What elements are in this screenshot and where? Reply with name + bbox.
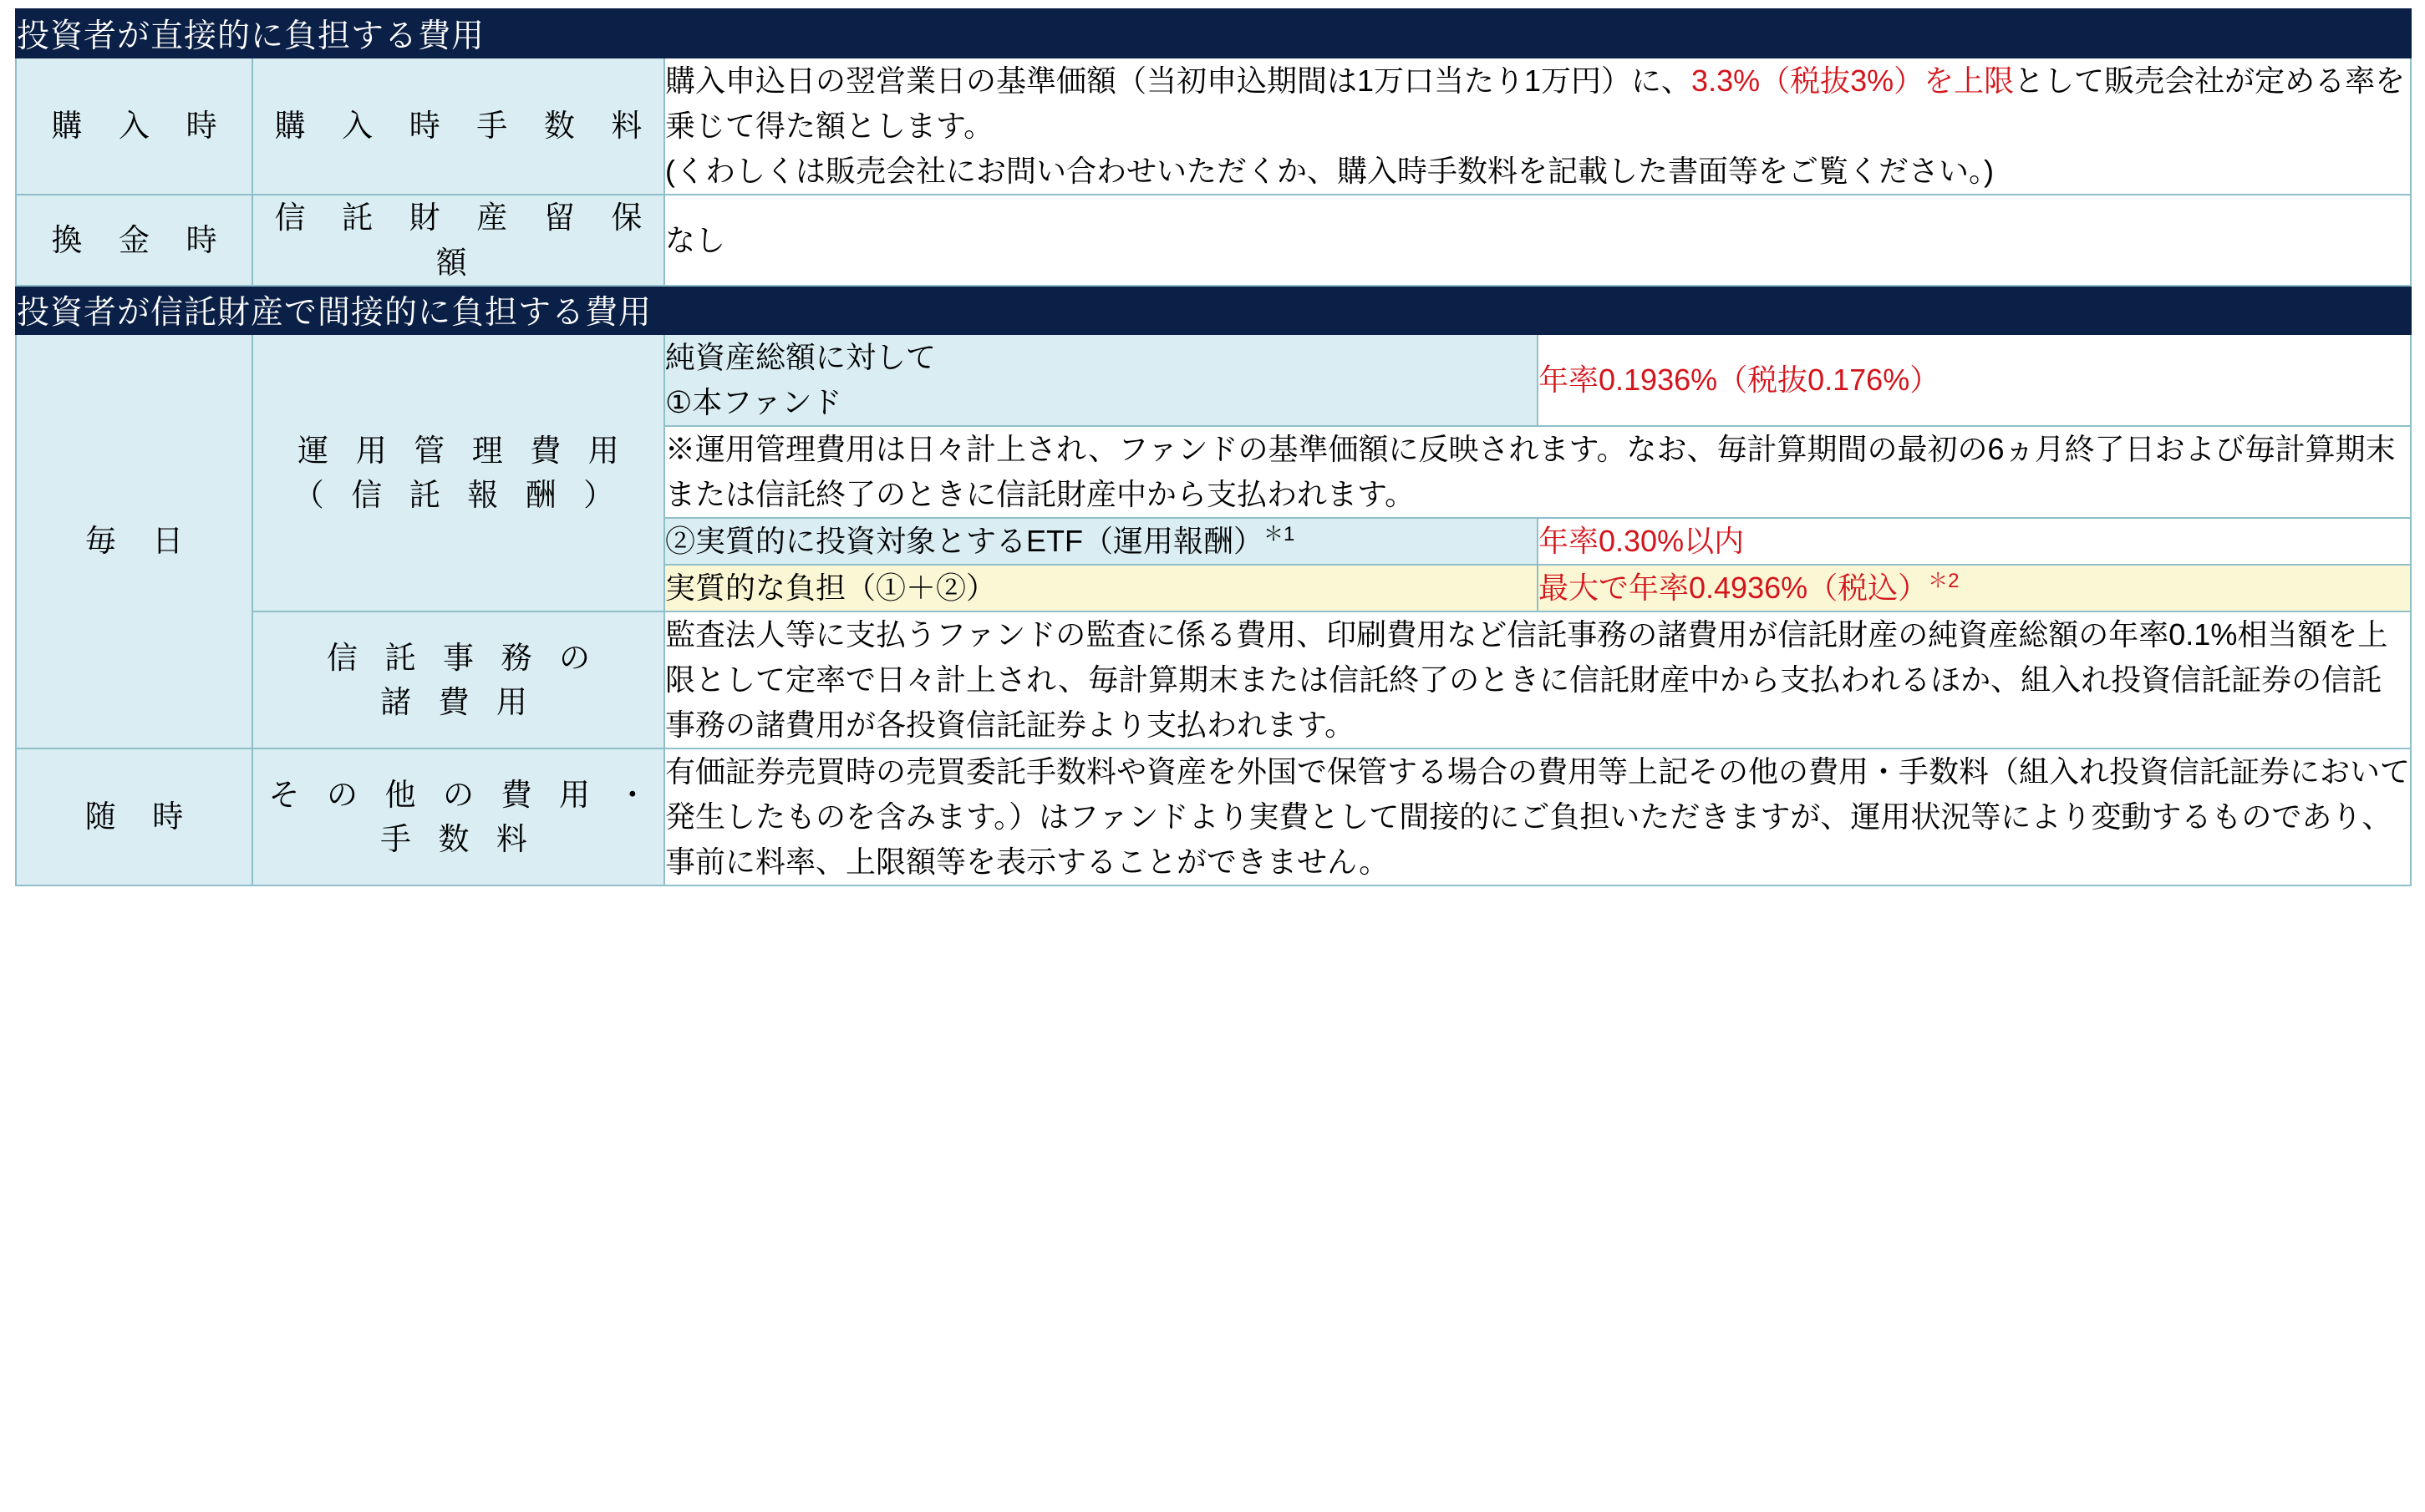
management-fee-label-line1: 運 用 管 理 費 用 — [297, 433, 628, 468]
total-row-label: 実質的な負担（①＋②） — [665, 565, 1538, 611]
table-row-management-fee — [16, 334, 2411, 611]
purchase-fee-desc-post: として販売会社が定める率を乗じて得た額とします。 — [665, 63, 2406, 143]
subrow-etf — [665, 518, 2410, 565]
fee-table — [15, 8, 2412, 886]
subrow-note — [665, 426, 2410, 518]
item-label-purchase-fee: 購 入 時 手 数 料 — [252, 58, 664, 195]
banner-row-direct — [16, 9, 2411, 58]
fund-row-label-line2: ①本ファンド — [665, 385, 842, 420]
table-row-trust-admin — [16, 611, 2411, 748]
table-row-other-fees — [16, 748, 2411, 885]
banner-direct-text: 投資者が直接的に負担する費用 — [16, 9, 2411, 58]
item-label-management-fee — [252, 334, 664, 611]
etf-row-label — [665, 518, 1538, 565]
item-label-trust-admin — [252, 611, 664, 748]
management-fee-detail-group — [664, 334, 2411, 611]
other-fee-label-line1: そ の 他 の 費 用 ・ — [268, 777, 658, 812]
purchase-fee-desc-pre: 購入申込日の翌営業日の基準価額（当初申込期間は1万口当たり1万円）に、 — [665, 63, 1692, 98]
fund-row-label-line1: 純資産総額に対して — [665, 340, 937, 375]
subrow-fund — [665, 335, 2410, 426]
other-fees-description: 有価証券売買時の売買委託手数料や資産を外国で保管する場合の費用等上記その他の費用・手数料（組入れ投資信託証券において発生したものを含みます。）はファンドより実費として間接的にご負担いただきますが、運用状況等により変動するものであり、事前に料率、上限額等を表示することができません。 — [664, 748, 2411, 885]
table-row-purchase-fee — [16, 58, 2411, 195]
other-fee-label-line2: 手 数 料 — [379, 822, 537, 857]
fund-row-label — [665, 335, 1538, 426]
etf-row-label-text: ②実質的に投資対象とするETF（運用報酬） — [665, 524, 1263, 559]
subrow-total — [665, 565, 2410, 611]
timing-label-anytime: 随 時 — [16, 748, 252, 885]
item-label-trust-retention: 信 託 財 産 留 保 額 — [252, 195, 664, 286]
redemption-description: なし — [664, 195, 2411, 286]
timing-label-daily: 毎 日 — [16, 334, 252, 748]
timing-label-purchase: 購 入 時 — [16, 58, 252, 195]
etf-row-value: 年率0.30%以内 — [1538, 518, 2410, 565]
trust-admin-description: 監査法人等に支払うファンドの監査に係る費用、印刷費用など信託事務の諸費用が信託財産の純資産総額の年率0.1%相当額を上限として定率で日々計上され、毎計算期末または信託終了のときに信託財産中から支払われるほか、組入れ投資信託証券の信託事務の諸費用が各投資信託証券より支払われます。 — [664, 611, 2411, 748]
management-fee-label-line2: （ 信 託 報 酬 ） — [292, 478, 624, 513]
item-label-other-fees — [252, 748, 664, 885]
fund-row-value: 年率0.1936%（税抜0.176%） — [1538, 335, 2410, 426]
table-row-redemption — [16, 195, 2411, 286]
purchase-fee-desc-highlight: 3.3%（税抜3%）を上限 — [1691, 63, 2015, 98]
timing-label-redemption: 換 金 時 — [16, 195, 252, 286]
banner-row-indirect — [16, 286, 2411, 334]
management-fee-note: ※運用管理費用は日々計上され、ファンドの基準価額に反映されます。なお、毎計算期間の最初の6ヵ月終了日および毎計算期末または信託終了のときに信託財産中から支払われます。 — [665, 426, 2410, 518]
trust-admin-label-line1: 信 託 事 務 の — [327, 640, 600, 675]
total-row-value-text: 最大で年率0.4936%（税込） — [1538, 571, 1929, 606]
purchase-fee-description — [664, 58, 2411, 195]
etf-row-footnote-marker: ＊1 — [1263, 523, 1295, 546]
banner-indirect-text: 投資者が信託財産で間接的に負担する費用 — [16, 286, 2411, 334]
purchase-fee-desc-line2: (くわしくは販売会社にお問い合わせいただくか、購入時手数料を記載した書面等をご覧ください。) — [665, 154, 1994, 188]
management-fee-subtable — [665, 335, 2410, 611]
total-row-footnote-marker: ＊2 — [1928, 570, 1960, 593]
trust-admin-label-line2: 諸 費 用 — [379, 685, 537, 720]
total-row-value — [1538, 565, 2410, 611]
